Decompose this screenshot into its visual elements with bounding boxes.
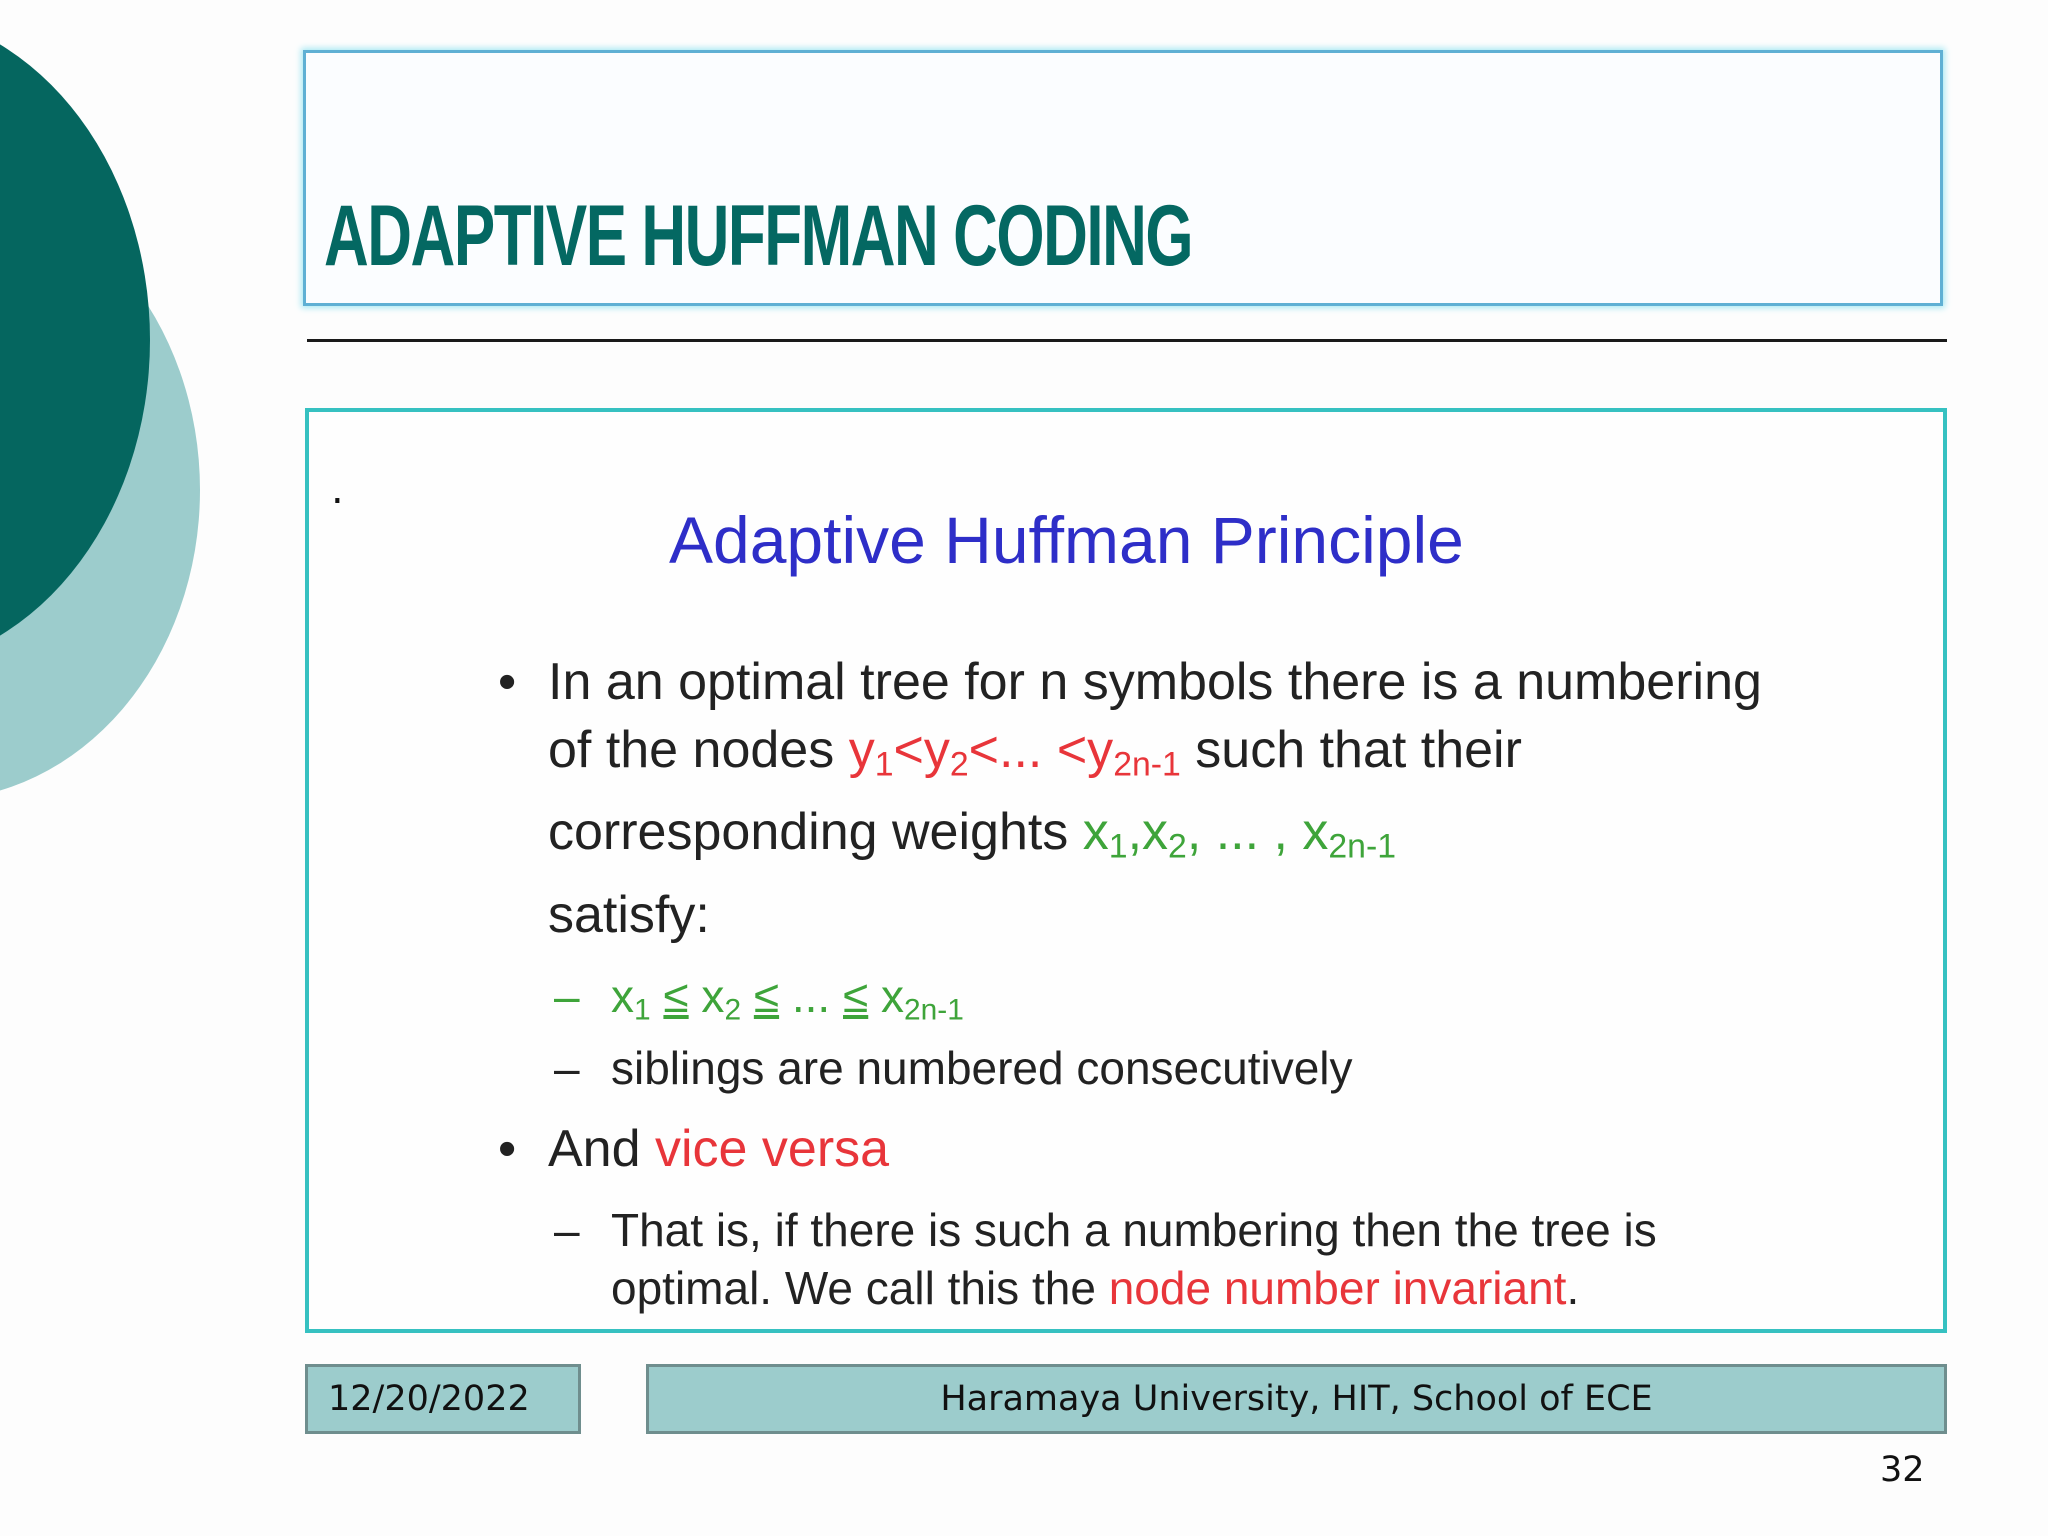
sub-bullet-text: That is, if there is such a numbering then the tree is optimal. We call this the — [611, 1204, 1657, 1315]
node-ordering — [848, 721, 1181, 784]
bullet-text: In an optimal tree for n symbols there is a numbering of the nodes — [548, 653, 1762, 779]
dash-mark: – — [554, 969, 580, 1022]
weight-x: x — [1082, 803, 1109, 862]
bullet-optimal-tree — [484, 648, 1784, 949]
dash-mark: – — [554, 1042, 580, 1095]
slide-title: ADAPTIVE HUFFMAN CODING — [324, 188, 1193, 284]
dot-mark: . — [331, 467, 344, 513]
subscript: 2 — [1168, 827, 1187, 866]
weight-x: x — [688, 969, 725, 1022]
node-y: <... <y — [968, 721, 1114, 779]
subscript: 1 — [1108, 827, 1128, 866]
le-sign: ≤ — [843, 969, 869, 1022]
weight-x: ,x — [1127, 803, 1169, 862]
bullet-text: satisfy: — [548, 885, 710, 944]
weights-list — [1082, 803, 1397, 866]
dash-mark: – — [554, 1204, 580, 1257]
bullet-dot: • — [498, 653, 517, 711]
sub-bullet-invariant — [484, 1201, 1784, 1317]
node-y: <y — [893, 721, 950, 779]
title-divider — [307, 339, 1947, 342]
weight-x: x — [868, 969, 905, 1022]
le-sign: ≤ — [663, 969, 689, 1022]
subscript: 2n-1 — [1113, 745, 1181, 784]
bullet-text: And — [548, 1120, 655, 1179]
subscript: 2 — [949, 745, 969, 784]
content-subtitle: Adaptive Huffman Principle — [669, 503, 1464, 577]
weight-x: x — [611, 969, 634, 1022]
weight-x: , ... , x — [1186, 803, 1329, 862]
bullet-dot: • — [498, 1120, 517, 1179]
le-sign: ≤ — [753, 969, 780, 1022]
sub-bullet-siblings — [484, 1039, 1784, 1097]
sub-bullet-weights-order — [484, 967, 1784, 1039]
ellipsis: ... — [779, 969, 843, 1022]
title-box — [303, 50, 1943, 306]
node-y: y — [848, 721, 875, 779]
subscript: 1 — [874, 745, 894, 784]
footer-organization: Haramaya University, HIT, School of ECE — [646, 1364, 1947, 1434]
page-number: 32 — [1880, 1450, 1925, 1490]
subscript: 2 — [724, 993, 742, 1027]
footer-date: 12/20/2022 — [305, 1364, 581, 1434]
bullet-text: such that their corresponding weights — [548, 721, 1522, 862]
subscript: 1 — [634, 993, 651, 1027]
content-body — [484, 648, 1784, 1317]
node-number-invariant: node number invariant — [1108, 1262, 1567, 1315]
vice-versa-text: vice versa — [654, 1120, 890, 1179]
subscript: 2n-1 — [1328, 827, 1397, 866]
period: . — [1566, 1262, 1580, 1315]
bullet-vice-versa — [484, 1115, 1784, 1183]
sub-bullet-text: siblings are numbered consecutively — [611, 1042, 1353, 1095]
subscript: 2n-1 — [904, 993, 964, 1027]
content-box — [305, 408, 1947, 1333]
